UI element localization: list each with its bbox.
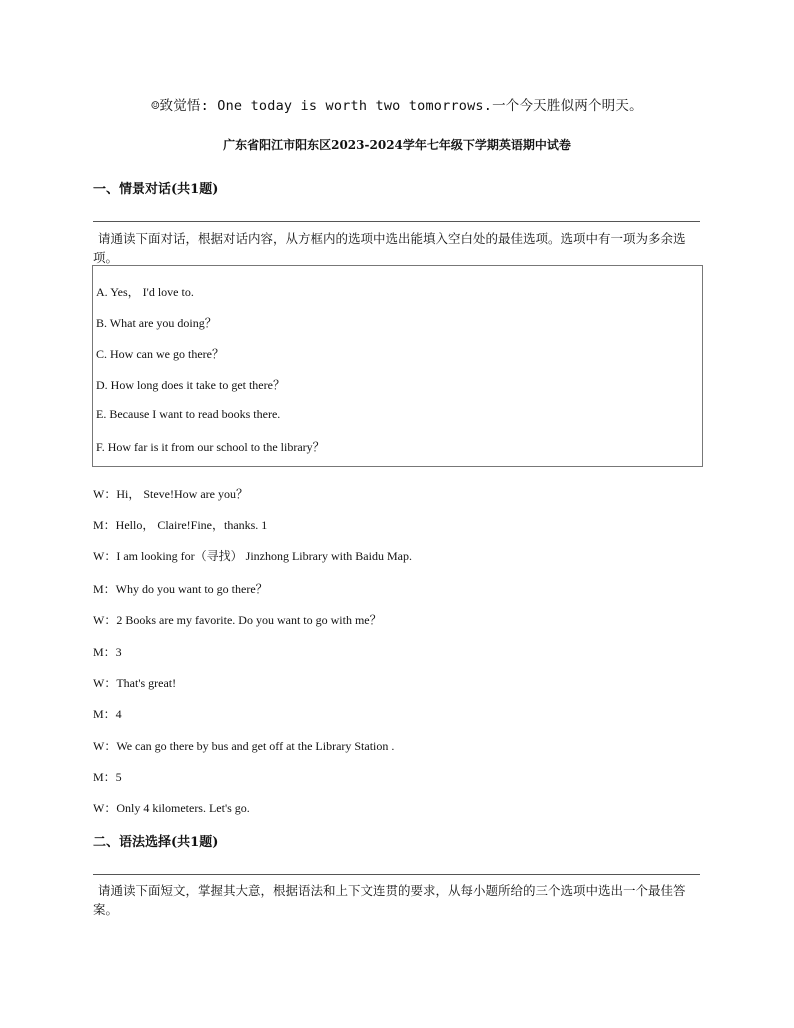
option-item: C. How can we go there？ [96, 347, 224, 361]
option-item: B. What are you doing？ [96, 316, 217, 330]
option-item: D. How long does it take to get there？ [96, 378, 285, 392]
dialogue-line: M：3 [93, 645, 122, 659]
section-instruction: 请通读下面短文，掌握其大意，根据语法和上下文连贯的要求，从每小题所给的三个选项中选出一个最佳答案。 [93, 883, 686, 917]
section-heading-grammar: 二、语法选择(共1题) [93, 835, 219, 850]
options-box [92, 265, 703, 467]
dialogue-line: M：5 [93, 770, 122, 784]
dialogue-line: W：Only 4 kilometers. Let's go. [93, 801, 250, 815]
section-instruction: 请通读下面对话，根据对话内容，从方框内的选项中选出能填入空白处的最佳选项。选项中有一项为多余选项。 [93, 231, 686, 265]
option-item: F. How far is it from our school to the library？ [96, 440, 325, 454]
section-divider [93, 221, 700, 222]
option-item: E. Because I want to read books there. [96, 407, 281, 421]
dialogue-line: W：Hi， Steve!How are you？ [93, 487, 248, 501]
dialogue-line: W：2 Books are my favorite. Do you want to go with me？ [93, 613, 382, 627]
exam-title: 广东省阳江市阳东区2023-2024学年七年级下学期英语期中试卷 [223, 138, 571, 152]
motto-line: ☺致觉悟: One today is worth two tomorrows.一个今天胜似两个明天。 [151, 98, 643, 114]
section-divider [93, 874, 700, 875]
dialogue-line: M：Hello， Claire!Fine，thanks. 1 [93, 518, 268, 532]
section-heading-dialogue: 一、情景对话(共1题) [93, 182, 219, 197]
dialogue-line: W：I am looking for（寻找） Jinzhong Library with Baidu Map. [93, 549, 412, 563]
dialogue-line: M：Why do you want to go there？ [93, 582, 268, 596]
dialogue-line: W：We can go there by bus and get off at the Library Station . [93, 739, 395, 753]
dialogue-line: M：4 [93, 707, 122, 721]
option-item: A. Yes， I'd love to. [96, 285, 194, 299]
dialogue-line: W：That's great! [93, 676, 177, 690]
